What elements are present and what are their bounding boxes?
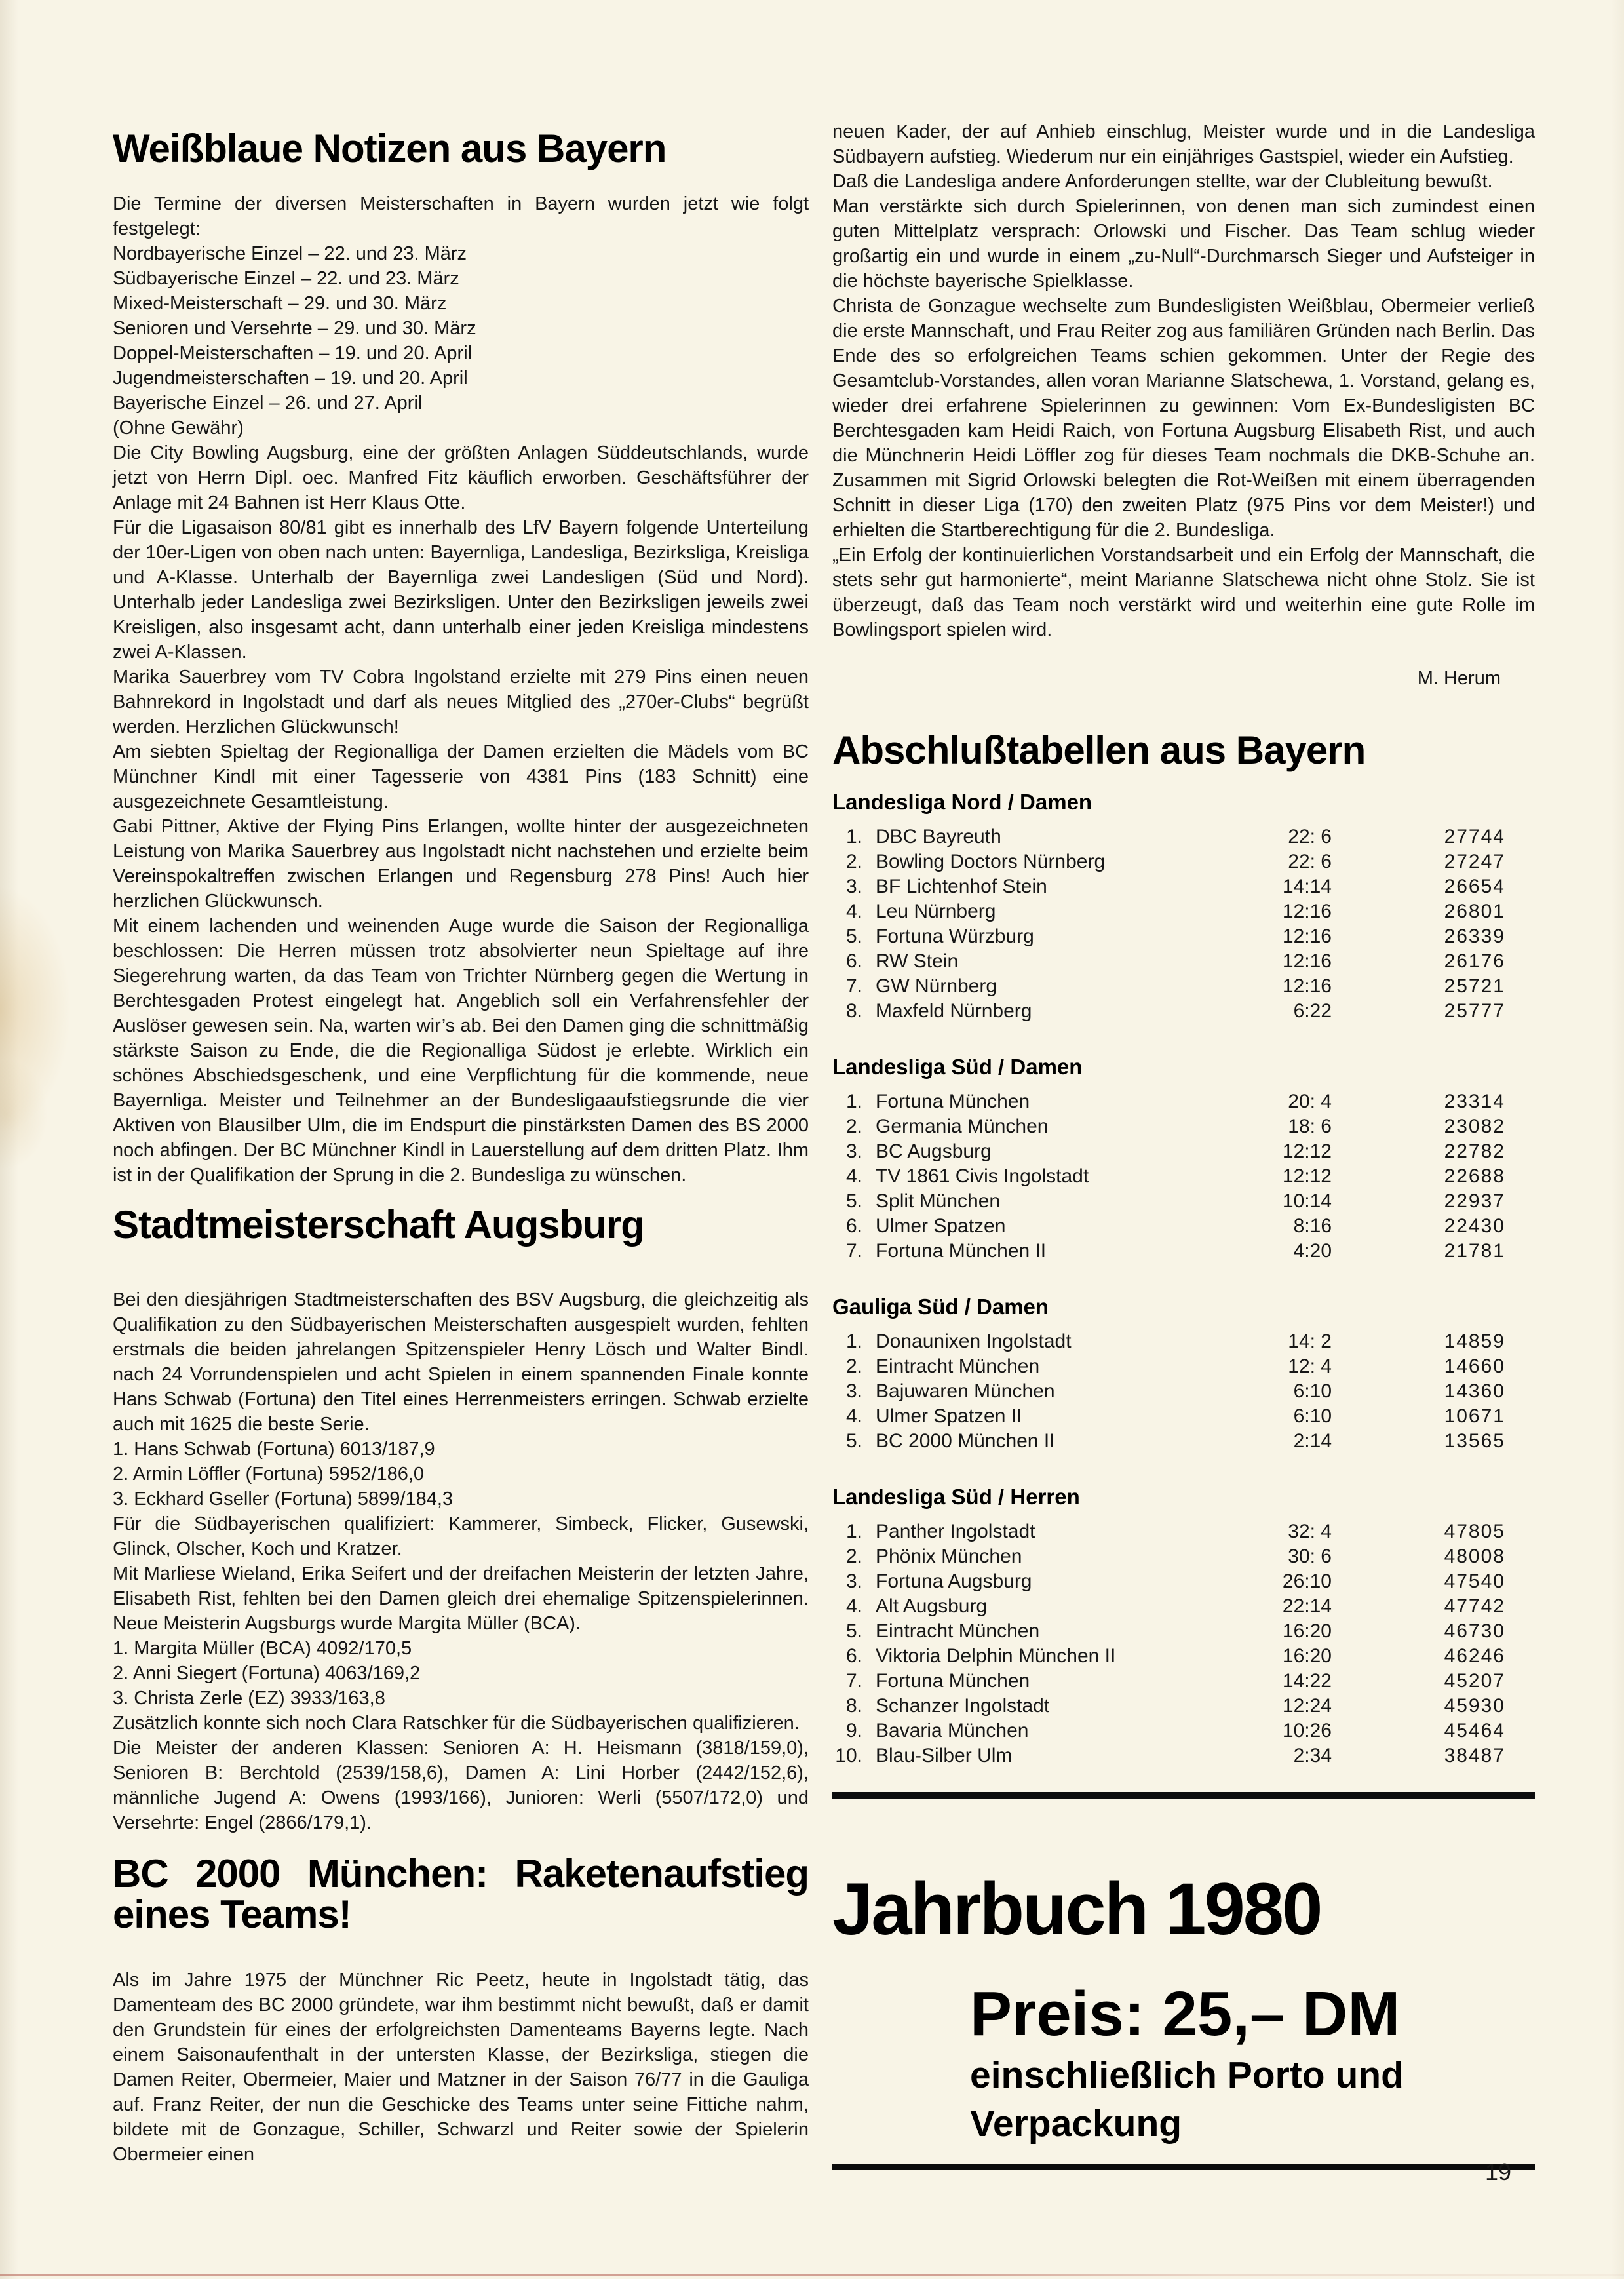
schedule-line: (Ohne Gewähr) [113,418,244,438]
team-cell: BC Augsburg [876,1140,992,1162]
team-cell: Fortuna Würzburg [876,925,1034,947]
paragraph: neuen Kader, der auf Anhieb einschlug, Meister wurde und in die Landesliga Südbayern aufstieg. Wiederum nur ein einjähriges Gastspiel, wieder ein Aufstieg. [832,121,1535,167]
rank-cell: 7. [845,1240,862,1262]
points-cell: 14: 2 [1288,1331,1332,1352]
pins-cell: 10671 [1444,1405,1505,1427]
scan-edge-artifact [0,2274,1624,2276]
rank-cell: 7. [845,1670,862,1692]
table-title-landesliga-sued-herren: Landesliga Süd / Herren [832,1485,1080,1509]
right-column [832,119,1535,2170]
rank-cell: 6. [845,1645,862,1667]
points-cell: 12:12 [1282,1140,1332,1162]
divider-rule-top [832,1792,1535,1799]
rank-cell: 10. [835,1745,862,1766]
schedule-line: Jugendmeisterschaften – 19. und 20. April [113,368,468,389]
paragraph: Man verstärkte sich durch Spielerinnen, von denen man sich zumindest einen guten Mittelplatz versprach: Orlowski und Fischer. Das Team schlug wieder großartig ein und wurde in einem „zu-Null“-Durchmarsch Sieger und Aufsteiger in die höchste bayerische Spielklasse. [832,196,1535,292]
table-row [832,1164,1535,1189]
team-cell: Bajuwaren München [876,1380,1055,1402]
paragraph: Für die Ligasaison 80/81 gibt es innerhalb des LfV Bayern folgende Unterteilung der 10er-Ligen von oben nach unten: Bayernliga, Landesliga, Bezirksliga, Kreisliga und A-Klasse. Unterhalb der Bayernliga zwei Landesligen (Süd und Nord). Unterhalb jeder Landesliga zwei Bezirksligen. Unter den Bezirksligen jeweils zwei Kreisligen, also insgesamt acht, dann unterhalb einer jeden Kreisliga mindestens zwei A-Klassen. [113,517,809,663]
rank-cell: 5. [845,925,862,947]
rank-cell: 2. [845,1546,862,1567]
team-cell: Germania München [876,1116,1049,1137]
pins-cell: 47540 [1444,1570,1505,1592]
points-cell: 12:16 [1282,975,1332,997]
table-title-landesliga-sued-damen: Landesliga Süd / Damen [832,1055,1083,1079]
rank-cell: 5. [845,1190,862,1212]
left-column [113,128,809,2167]
table-row [832,1519,1535,1544]
table-landesliga-sued-herren [832,1519,1535,1768]
points-cell: 6:10 [1293,1380,1332,1402]
team-cell: GW Nürnberg [876,975,997,997]
table-landesliga-nord-damen [832,825,1535,1024]
table-row [832,1569,1535,1594]
divider-rule-bottom [832,2164,1535,2170]
table-row [832,1594,1535,1619]
table-row [832,899,1535,924]
points-cell: 12:16 [1282,950,1332,972]
augsburg-mid-paragraphs [113,1511,809,1636]
heading-line-2: eines Teams! [113,1892,351,1936]
team-cell: Fortuna München II [876,1240,1047,1262]
rank-cell: 5. [845,1620,862,1642]
pins-cell: 47805 [1444,1521,1505,1542]
table-row [832,1239,1535,1264]
table-landesliga-sued-damen [832,1089,1535,1264]
points-cell: 14:22 [1282,1670,1332,1692]
pins-cell: 45930 [1444,1695,1505,1717]
table-row [832,1379,1535,1404]
table-row [832,849,1535,874]
points-cell: 6:22 [1293,1000,1332,1022]
rank-cell: 4. [845,1595,862,1617]
rank-cell: 2. [845,1116,862,1137]
pins-cell: 25721 [1444,975,1505,997]
ad-price: Preis: 25,– DM [970,1979,1401,2049]
table-row [832,949,1535,974]
pins-cell: 14360 [1444,1380,1505,1402]
result-line: 2. Armin Löffler (Fortuna) 5952/186,0 [113,1464,425,1485]
table-row [832,1189,1535,1214]
pins-cell: 47742 [1444,1595,1505,1617]
ad-note-line-1: einschließlich Porto und [970,2054,1404,2096]
rank-cell: 3. [845,1140,862,1162]
table-row [832,1669,1535,1694]
pins-cell: 46246 [1444,1645,1505,1667]
team-cell: Ulmer Spatzen [876,1215,1006,1237]
team-cell: Viktoria Delphin München II [876,1645,1116,1667]
ad-jahrbuch-title: Jahrbuch 1980 [832,1868,1321,1950]
rank-cell: 4. [845,1405,862,1427]
team-cell: Bavaria München [876,1720,1029,1742]
author-byline: M. Herum [1417,668,1501,689]
schedule-list [113,241,809,440]
table-row [832,1139,1535,1164]
pins-cell: 26801 [1444,901,1505,922]
table-row [832,1329,1535,1354]
pins-cell: 22430 [1444,1215,1505,1237]
table-row [832,874,1535,899]
points-cell: 22: 6 [1288,851,1332,872]
table-title-landesliga-nord-damen: Landesliga Nord / Damen [832,790,1092,814]
table-row [832,1644,1535,1669]
pins-cell: 45207 [1444,1670,1505,1692]
paragraph: Marika Sauerbrey vom TV Cobra Ingolstand erzielte mit 279 Pins einen neuen Bahnrekord in Ingolstadt und darf als neues Mitglied des „270er-Clubs“ begrüßt werden. Herzlichen Glückwunsch! [113,667,809,737]
table-row [832,999,1535,1024]
team-cell: Blau-Silber Ulm [876,1745,1013,1766]
pins-cell: 22937 [1444,1190,1505,1212]
schedule-line: Südbayerische Einzel – 22. und 23. März [113,268,459,289]
augsburg-end-paragraphs [113,1711,809,1835]
pins-cell: 38487 [1444,1745,1505,1766]
rank-cell: 6. [845,950,862,972]
pins-cell: 26654 [1444,876,1505,897]
paragraph: Gabi Pittner, Aktive der Flying Pins Erlangen, wollte hinter der ausgezeichneten Leistung von Marika Sauerbrey aus Ingolstadt nicht nachstehen und erzielte beim Vereinspokaltreffen zwischen Erlangen und Regensburg 278 Pins! Auch hier herzlichen Glückwunsch. [113,816,809,912]
team-cell: Maxfeld Nürnberg [876,1000,1032,1022]
team-cell: Fortuna München [876,1091,1030,1112]
article-heading-bc2000 [113,1854,809,1935]
schedule-line: Mixed-Meisterschaft – 29. und 30. März [113,293,447,314]
pins-cell: 26339 [1444,925,1505,947]
pins-cell: 26176 [1444,950,1505,972]
pins-cell: 48008 [1444,1546,1505,1567]
pins-cell: 13565 [1444,1430,1505,1452]
points-cell: 32: 4 [1288,1521,1332,1542]
table-row [832,1719,1535,1743]
team-cell: Donaunixen Ingolstadt [876,1331,1072,1352]
table-row [832,1544,1535,1569]
table-row [832,1404,1535,1429]
result-line: 3. Christa Zerle (EZ) 3933/163,8 [113,1688,385,1709]
rank-cell: 7. [845,975,862,997]
results-men-list [113,1437,809,1511]
team-cell: Phönix München [876,1546,1022,1567]
points-cell: 2:34 [1293,1745,1332,1766]
points-cell: 26:10 [1282,1570,1332,1592]
pins-cell: 46730 [1444,1620,1505,1642]
team-cell: Alt Augsburg [876,1595,988,1617]
rank-cell: 8. [845,1000,862,1022]
points-cell: 30: 6 [1288,1546,1332,1567]
rank-cell: 5. [845,1430,862,1452]
intro-paragraph: Die Termine der diversen Meisterschaften in Bayern wurden jetzt wie folgt festgelegt: [113,193,809,239]
points-cell: 12:16 [1282,925,1332,947]
paragraph: Die City Bowling Augsburg, eine der größten Anlagen Süddeutschlands, wurde jetzt von Herrn Dipl. oec. Manfred Fitz käuflich erworben. Geschäftsführer der Anlage mit 24 Bahnen ist Herr Klaus Otte. [113,442,809,513]
rank-cell: 9. [845,1720,862,1742]
points-cell: 16:20 [1282,1620,1332,1642]
ad-note-line-2: Verpackung [970,2103,1182,2145]
pins-cell: 14859 [1444,1331,1505,1352]
points-cell: 10:14 [1282,1190,1332,1212]
team-cell: Schanzer Ingolstadt [876,1695,1050,1717]
paragraph: Zusätzlich konnte sich noch Clara Ratschker für die Südbayerischen qualifizieren. [113,1713,800,1734]
pins-cell: 45464 [1444,1720,1505,1742]
augsburg-intro-paragraph: Bei den diesjährigen Stadtmeisterschaften des BSV Augsburg, die gleichzeitig als Qualifikation zu den Südbayerischen Meisterschaften ausgespielt wurden, fehlten erstmals die beiden jahrelangen Spitzenspieler Henry Lösch und Walter Bindl. nach 24 Vorrundenspielen und acht Spielen in einem spannenden Finale konnte Hans Schwab (Fortuna) den Titel eines Herrenmeisters erringen. Schwab erzielte auch mit 1625 die beste Serie. [113,1289,809,1435]
pins-cell: 23314 [1444,1091,1505,1112]
team-cell: DBC Bayreuth [876,826,1001,847]
table-row [832,1619,1535,1644]
pins-cell: 14660 [1444,1355,1505,1377]
article-heading-weissblaue-notizen: Weißblaue Notizen aus Bayern [113,127,667,170]
pins-cell: 25777 [1444,1000,1505,1022]
rank-cell: 4. [845,901,862,922]
result-line: 1. Margita Müller (BCA) 4092/170,5 [113,1638,412,1659]
notizen-paragraphs [113,440,809,1188]
rank-cell: 4. [845,1165,862,1187]
points-cell: 6:10 [1293,1405,1332,1427]
pins-cell: 22782 [1444,1140,1505,1162]
result-line: 1. Hans Schwab (Fortuna) 6013/187,9 [113,1439,435,1460]
points-cell: 18: 6 [1288,1116,1332,1137]
team-cell: Eintracht München [876,1620,1040,1642]
paragraph: Am siebten Spieltag der Regionalliga der Damen erzielten die Mädels vom BC Münchner Kindl mit einer Tagesserie von 4381 Pins (183 Schnitt) eine ausgezeichnete Gesamtleistung. [113,741,809,812]
points-cell: 12: 4 [1288,1355,1332,1377]
team-cell: TV 1861 Civis Ingolstadt [876,1165,1089,1187]
bc2000-paragraph: Als im Jahre 1975 der Münchner Ric Peetz, heute in Ingolstadt tätig, das Damenteam des BC 2000 gründete, war ihm bestimmt nicht bewußt, daß er damit den Grundstein für eines der erfolgreichsten Damenteams Bayerns legte. Nach einem Saisonaufenthalt in der untersten Klasse, der Bezirksliga, stiegen die Damen Reiter, Obermeier, Maier und Matzner in der Saison 76/77 in die Gauliga auf. Franz Reiter, der nun die Geschicke des Teams unter seine Fittiche nahm, bildete mit de Gonzague, Schiller, Schwarzl und Reiter sowie der Spielerin Obermeier einen [113,1970,809,2165]
page-number: 19 [1484,2158,1511,2185]
points-cell: 20: 4 [1288,1091,1332,1112]
table-row [832,1114,1535,1139]
rank-cell: 1. [845,1091,862,1112]
table-row [832,1354,1535,1379]
paragraph: Mit Marliese Wieland, Erika Seifert und der dreifachen Meisterin der letzten Jahre, Elisabeth Rist, fehlten bei den Damen gleich drei ehemalige Spitzenspielerinnen. Neue Meisterin Augsburgs wurde Margita Müller (BCA). [113,1563,809,1634]
heading-line-1: BC 2000 München: Raketenaufstieg [113,1852,809,1896]
result-line: 2. Anni Siegert (Fortuna) 4063/169,2 [113,1663,421,1684]
points-cell: 4:20 [1293,1240,1332,1262]
paragraph: Daß die Landesliga andere Anforderungen stellte, war der Clubleitung bewußt. [832,171,1493,192]
points-cell: 12:16 [1282,901,1332,922]
points-cell: 10:26 [1282,1720,1332,1742]
rank-cell: 3. [845,876,862,897]
team-cell: Bowling Doctors Nürnberg [876,851,1106,872]
table-row [832,825,1535,849]
team-cell: RW Stein [876,950,959,972]
points-cell: 12:12 [1282,1165,1332,1187]
rank-cell: 3. [845,1570,862,1592]
points-cell: 8:16 [1293,1215,1332,1237]
paragraph: Mit einem lachenden und weinenden Auge wurde die Saison der Regionalliga beschlossen: Die Herren müssen trotz absolvierter neun Spieltage auf ihre Siegerehrung warten, da das Team von Trichter Nürnberg gegen die Wertung in Berchtesgaden Protest eingelegt hat. Angeblich soll ein Verfahrensfehler der Auslöser gewesen sein. Na, warten wir’s ab. Bei den Damen ging die schnittmäßig stärkste Saison zu Ende, die die Regionalliga Südost je erlebte. Wirklich ein schönes Abschiedsgeschenk, und eine Verpflichtung für die kommende, neue Bayernliga. Meister und Teilnehmer an der Bundesligaaufstiegsrunde die vier Aktiven von Blausilber Ulm, die im Endspurt die pinstärksten Damen des BS 2000 noch abfingen. Der BC Münchner Kindl in Lauerstellung auf dem dritten Platz. Ihm ist in der Qualifikation der Sprung in die 2. Bundesliga zu wünschen. [113,916,809,1186]
rank-cell: 1. [845,826,862,847]
table-row [832,924,1535,949]
rank-cell: 2. [845,1355,862,1377]
pins-cell: 22688 [1444,1165,1505,1187]
schedule-line: Senioren und Versehrte – 29. und 30. März [113,318,476,339]
points-cell: 22: 6 [1288,826,1332,847]
table-row [832,1429,1535,1454]
table-row [832,1743,1535,1768]
table-row [832,1214,1535,1239]
points-cell: 14:14 [1282,876,1332,897]
rank-cell: 3. [845,1380,862,1402]
team-cell: Ulmer Spatzen II [876,1405,1022,1427]
table-gauliga-sued-damen [832,1329,1535,1454]
team-cell: Fortuna Augsburg [876,1570,1032,1592]
table-row [832,1694,1535,1719]
result-line: 3. Eckhard Gseller (Fortuna) 5899/184,3 [113,1489,454,1510]
pins-cell: 21781 [1444,1240,1505,1262]
table-row [832,974,1535,999]
table-row [832,1089,1535,1114]
team-cell: Fortuna München [876,1670,1030,1692]
paragraph: Die Meister der anderen Klassen: Senioren A: H. Heismann (3818/159,0), Senioren B: Berchtold (2539/158,6), Damen A: Lini Horber (2442/152,6), männliche Jugend A: Owens (1993/166), Junioren: Werli (5507/172,0) und Versehrte: Engel (2866/179,1). [113,1738,809,1833]
continuation-paragraphs [832,119,1535,642]
points-cell: 16:20 [1282,1645,1332,1667]
team-cell: Eintracht München [876,1355,1040,1377]
team-cell: Panther Ingolstadt [876,1521,1035,1542]
points-cell: 22:14 [1282,1595,1332,1617]
article-heading-stadtmeisterschaft: Stadtmeisterschaft Augsburg [113,1203,644,1247]
points-cell: 2:14 [1293,1430,1332,1452]
tables-heading: Abschlußtabellen aus Bayern [832,728,1366,772]
rank-cell: 6. [845,1215,862,1237]
rank-cell: 1. [845,1331,862,1352]
points-cell: 12:24 [1282,1695,1332,1717]
team-cell: BC 2000 München II [876,1430,1055,1452]
paragraph: „Ein Erfolg der kontinuierlichen Vorstandsarbeit und ein Erfolg der Mannschaft, die stets sehr gut harmonierte“, meint Marianne Slatschewa nicht ohne Stolz. Sie ist überzeugt, daß das Team noch verstärkt wird und weiterhin eine gute Rolle im Bowlingsport spielen wird. [832,545,1535,640]
paragraph: Christa de Gonzague wechselte zum Bundesligisten Weißblau, Obermeier verließ die erste Mannschaft, und Frau Reiter zog aus familiären Gründen nach Berlin. Das Ende des so erfolgreichen Teams schien gekommen. Unter der Regie des Gesamtclub-Vorstandes, allen voran Marianne Slatschewa, 1. Vorstand, gelang es, wieder drei erfahrene Spielerinnen zu gewinnen: Vom Ex-Bundesligisten BC Berchtesgaden kam Heidi Raich, von Fortuna Augsburg Elisabeth Rist, und auch die Münchnerin Heidi Löffler zog für dieses Team nochmals die DKB-Schuhe an. Zusammen mit Sigrid Orlowski belegten die Rot-Weißen mit einem überragenden Schnitt in dieser Liga (170) den zweiten Platz (975 Pins vor dem Meister!) und erhielten die Startberechtigung für die 2. Bundesliga. [832,296,1535,541]
team-cell: Leu Nürnberg [876,901,996,922]
paragraph: Für die Südbayerischen qualifiziert: Kammerer, Simbeck, Flicker, Gusewski, Glinck, Olscher, Koch und Kratzer. [113,1513,809,1559]
rank-cell: 8. [845,1695,862,1717]
team-cell: Split München [876,1190,1001,1212]
team-cell: BF Lichtenhof Stein [876,876,1047,897]
rank-cell: 2. [845,851,862,872]
schedule-line: Doppel-Meisterschaften – 19. und 20. April [113,343,473,364]
pins-cell: 23082 [1444,1116,1505,1137]
schedule-line: Bayerische Einzel – 26. und 27. April [113,393,423,414]
table-title-gauliga-sued-damen: Gauliga Süd / Damen [832,1295,1049,1319]
pins-cell: 27744 [1444,826,1505,847]
results-women-list [113,1636,809,1711]
rank-cell: 1. [845,1521,862,1542]
schedule-line: Nordbayerische Einzel – 22. und 23. März [113,243,467,264]
pins-cell: 27247 [1444,851,1505,872]
